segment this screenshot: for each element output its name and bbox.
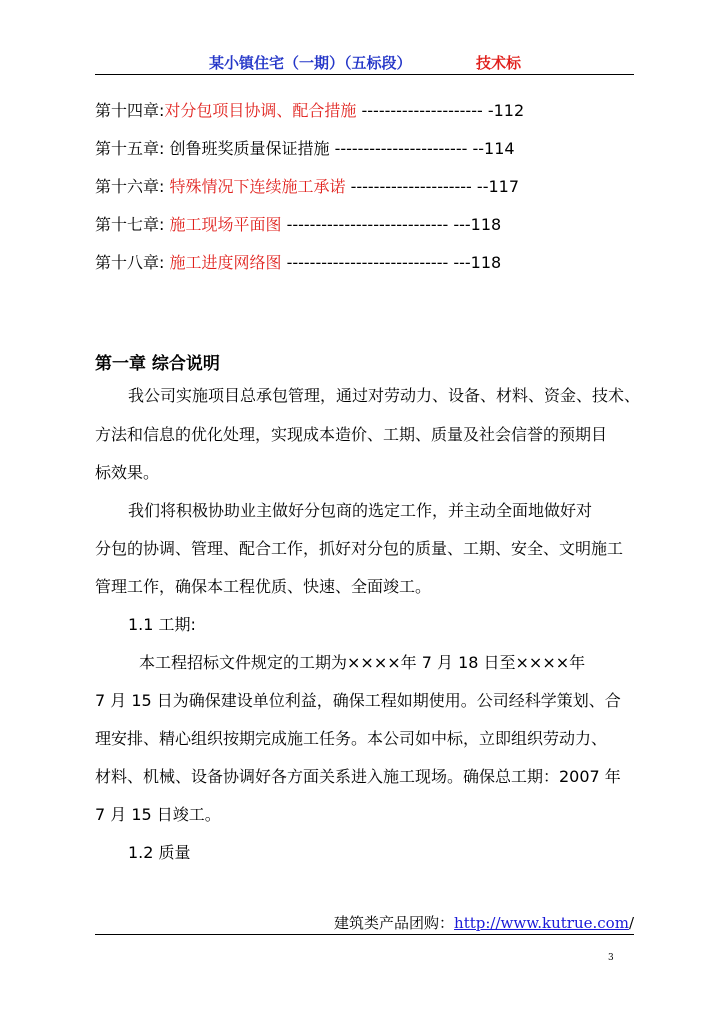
- paragraph-line: 方法和信息的优化处理，实现成本造价、工期、质量及社会信誉的预期目: [95, 425, 608, 444]
- paragraph-line: 7 月 15 日竣工。: [95, 805, 221, 824]
- toc-leader: --------------------- -112: [356, 101, 525, 120]
- toc-prefix: 第十七章:: [95, 215, 170, 234]
- toc-entry-17: [95, 215, 501, 235]
- toc-title: 施工现场平面图: [169, 215, 282, 234]
- toc-leader: ---------------------------- ---118: [281, 253, 502, 272]
- page-header: [95, 48, 634, 75]
- header-title: 某小镇住宅（一期）（五标段）: [209, 54, 412, 72]
- paragraph-line: 7 月 15 日为确保建设单位利益，确保工程如期使用。公司经科学策划、合: [95, 691, 621, 710]
- section-heading: 1.2 质量: [128, 843, 191, 862]
- chapter-title: 第一章 综合说明: [95, 354, 220, 374]
- toc-title: 对分包项目协调、配合措施: [164, 101, 357, 120]
- toc-title: 特殊情况下连续施工承诺: [169, 177, 346, 196]
- toc-prefix: 第十五章:: [95, 139, 170, 158]
- page-number: 3: [608, 953, 614, 963]
- toc-title: 创鲁班奖质量保证措施: [169, 139, 330, 158]
- toc-prefix: 第十四章:: [95, 101, 165, 120]
- toc-entry-15: [95, 139, 515, 159]
- paragraph-line: 材料、机械、设备协调好各方面关系进入施工现场。确保总工期：2007 年: [95, 767, 621, 786]
- toc-entry-16: [95, 177, 519, 197]
- toc-prefix: 第十八章:: [95, 253, 170, 272]
- toc-leader: ----------------------- --114: [329, 139, 515, 158]
- page-footer: [95, 912, 634, 935]
- footer-suffix: /: [628, 914, 634, 932]
- toc-leader: ---------------------------- ---118: [281, 215, 502, 234]
- paragraph-line: 我们将积极协助业主做好分包商的选定工作，并主动全面地做好对: [128, 501, 593, 520]
- paragraph-line: 分包的协调、管理、配合工作，抓好对分包的质量、工期、安全、文明施工: [95, 539, 624, 558]
- paragraph-line: 标效果。: [95, 463, 160, 482]
- paragraph-line: 理安排、精心组织按期完成施工任务。本公司如中标，立即组织劳动力、: [95, 729, 608, 748]
- header-label: 技术标: [476, 54, 522, 72]
- paragraph-line: 本工程招标文件规定的工期为××××年 7 月 18 日至××××年: [139, 653, 586, 672]
- footer-link[interactable]: http://www.kutrue.com: [454, 914, 629, 932]
- toc-entry-18: [95, 253, 501, 273]
- toc-entry-14: [95, 101, 524, 121]
- toc-leader: --------------------- --117: [345, 177, 519, 196]
- section-heading: 1.1 工期:: [128, 615, 196, 634]
- paragraph-line: 我公司实施项目总承包管理，通过对劳动力、设备、材料、资金、技术、: [128, 386, 641, 405]
- paragraph-line: 管理工作，确保本工程优质、快速、全面竣工。: [95, 577, 432, 596]
- toc-title: 施工进度网络图: [169, 253, 282, 272]
- footer-label: 建筑类产品团购：: [334, 914, 455, 932]
- footer-text: [334, 912, 634, 933]
- toc-prefix: 第十六章:: [95, 177, 170, 196]
